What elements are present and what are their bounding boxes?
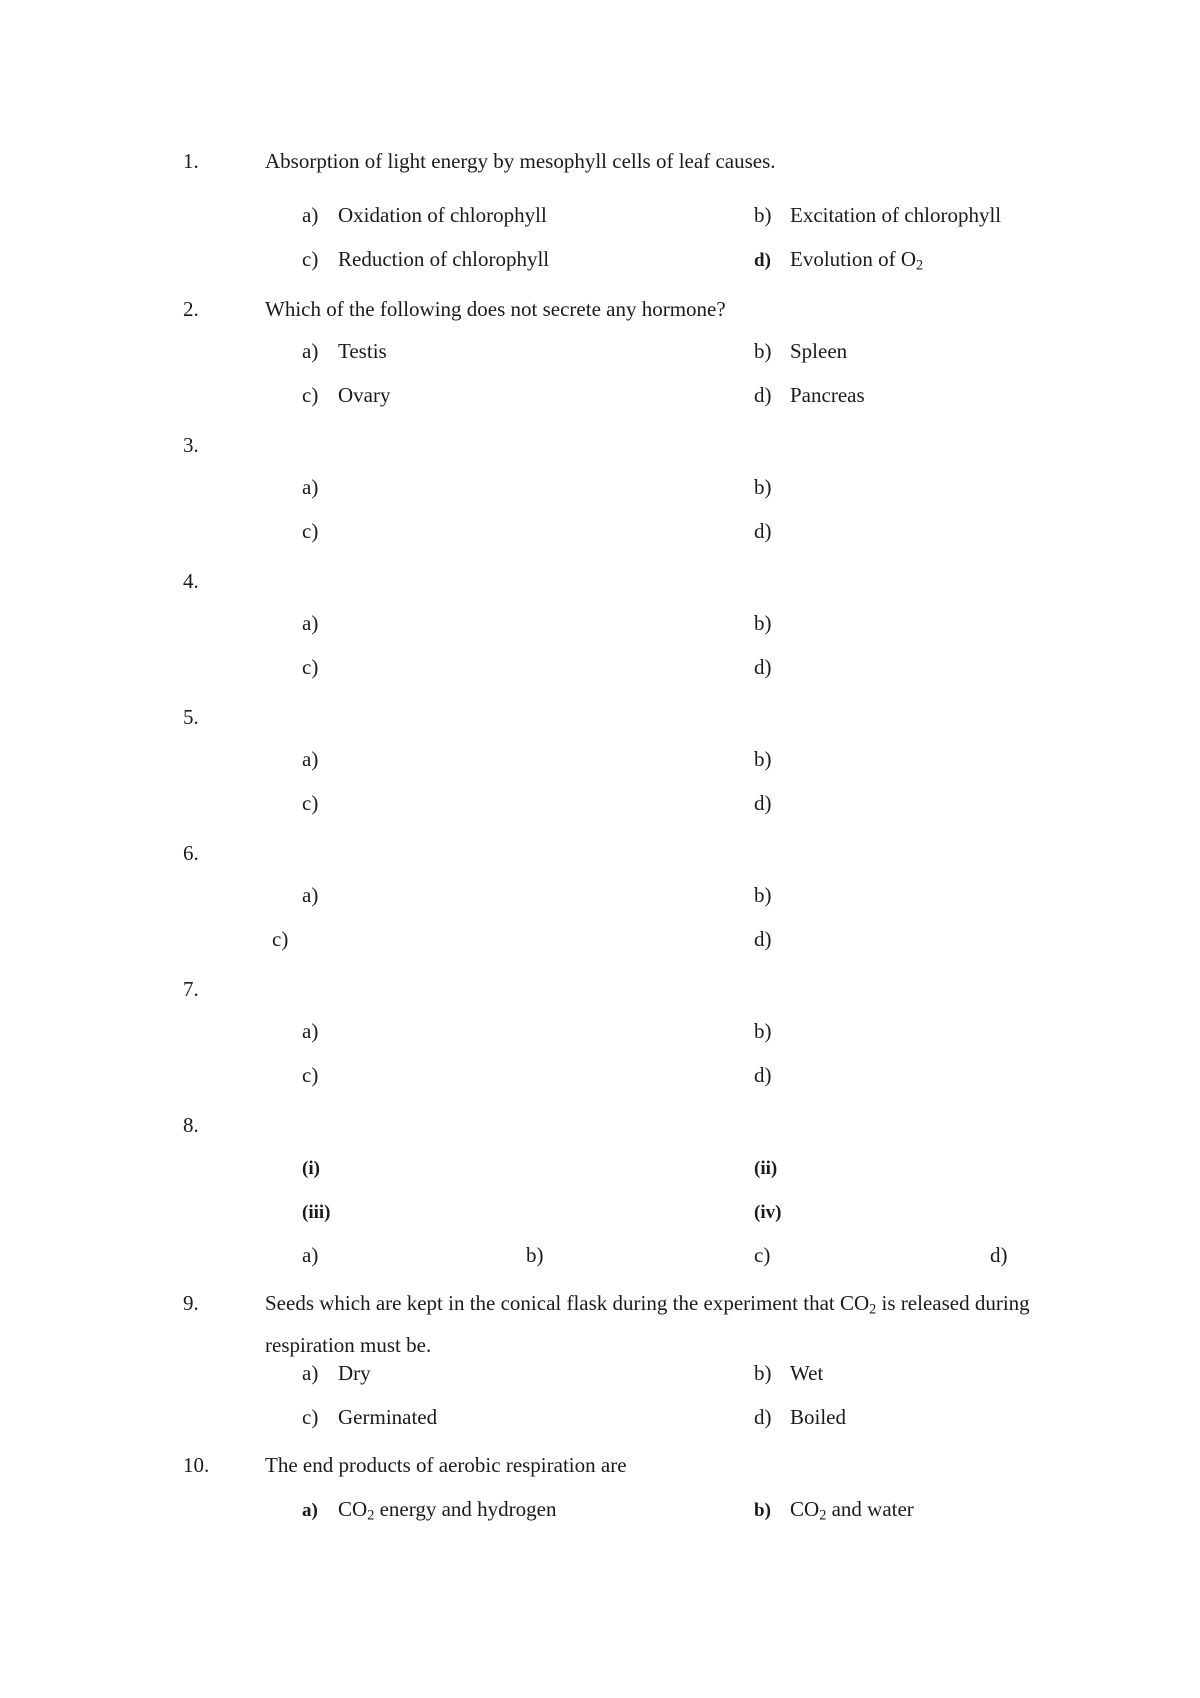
- q1-option-d-text: Evolution of $O_2$: [790, 247, 924, 274]
- question-10-stem: The end products of aerobic respiration are: [265, 1453, 627, 1477]
- q9-option-b-text: Wet: [790, 1361, 824, 1385]
- q4-option-c-label: c): [302, 655, 319, 679]
- q6-option-c-label: c): [272, 927, 289, 951]
- q3-option-b-label: b): [754, 475, 772, 499]
- question-9-number: 9.: [183, 1291, 199, 1315]
- q3-option-c-label: c): [302, 519, 319, 543]
- q8-item-iii: (iii): [302, 1202, 331, 1223]
- q6-option-a-label: a): [302, 883, 319, 907]
- q9-option-c-label: c): [302, 1405, 319, 1429]
- q1-option-b-text: Excitation of chlorophyll: [790, 203, 1002, 227]
- question-9-stem-line-1: Seeds which are kept in the conical flask during the experiment that $CO_2$ is released during: [265, 1291, 1030, 1318]
- q5-option-a-label: a): [302, 747, 319, 771]
- question-1-stem: Absorption of light energy by mesophyll cells of leaf causes.: [265, 149, 776, 173]
- question-1-number: 1.: [183, 149, 199, 173]
- q3-option-a-label: a): [302, 475, 319, 499]
- q2-option-b-label: b): [754, 339, 772, 363]
- q8-item-i: (i): [302, 1158, 320, 1179]
- question-2-stem: Which of the following does not secrete any hormone?: [265, 297, 726, 321]
- question-9-stem-line-2: respiration must be.: [265, 1333, 432, 1357]
- q9-option-c-text: Germinated: [338, 1405, 438, 1429]
- q2-option-d-text: Pancreas: [790, 383, 865, 407]
- q5-option-c-label: c): [302, 791, 319, 815]
- q1-option-a-label: a): [302, 203, 319, 227]
- q8-option-d-label: d): [990, 1243, 1008, 1267]
- q2-option-d-label: d): [754, 383, 772, 407]
- q10-option-b-text: $CO_2$ and water: [790, 1497, 914, 1524]
- q8-item-ii: (ii): [754, 1158, 778, 1179]
- question-3-number: 3.: [183, 433, 199, 457]
- q1-option-d-label: d): [754, 250, 771, 271]
- q7-option-a-label: a): [302, 1019, 319, 1043]
- q4-option-a-label: a): [302, 611, 319, 635]
- q9-option-d-label: d): [754, 1405, 772, 1429]
- q2-option-a-label: a): [302, 339, 319, 363]
- q5-option-d-label: d): [754, 791, 772, 815]
- question-2-number: 2.: [183, 297, 199, 321]
- q6-option-d-label: d): [754, 927, 772, 951]
- q1-option-b-label: b): [754, 203, 772, 227]
- question-4-number: 4.: [183, 569, 199, 593]
- question-7-number: 7.: [183, 977, 199, 1001]
- q9-option-a-label: a): [302, 1361, 319, 1385]
- q2-option-c-text: Ovary: [338, 383, 391, 407]
- q9-option-b-label: b): [754, 1361, 772, 1385]
- q2-option-c-label: c): [302, 383, 319, 407]
- q10-option-a-text: $CO_2$ energy and hydrogen: [338, 1497, 557, 1524]
- q7-option-c-label: c): [302, 1063, 319, 1087]
- q10-option-b-label: b): [754, 1500, 771, 1521]
- q8-option-c-label: c): [754, 1243, 771, 1267]
- q1-option-c-label: c): [302, 247, 319, 271]
- q4-option-d-label: d): [754, 655, 772, 679]
- question-10-number: 10.: [183, 1453, 210, 1477]
- q6-option-b-label: b): [754, 883, 772, 907]
- question-5-number: 5.: [183, 705, 199, 729]
- question-6-number: 6.: [183, 841, 199, 865]
- q2-option-b-text: Spleen: [790, 339, 848, 363]
- q10-option-a-label: a): [302, 1500, 318, 1521]
- q8-option-b-label: b): [526, 1243, 544, 1267]
- q1-option-c-text: Reduction of chlorophyll: [338, 247, 550, 271]
- q3-option-d-label: d): [754, 519, 772, 543]
- q5-option-b-label: b): [754, 747, 772, 771]
- q8-option-a-label: a): [302, 1243, 319, 1267]
- q1-option-a-text: Oxidation of chlorophyll: [338, 203, 547, 227]
- q7-option-b-label: b): [754, 1019, 772, 1043]
- q9-option-a-text: Dry: [338, 1361, 371, 1385]
- q4-option-b-label: b): [754, 611, 772, 635]
- q7-option-d-label: d): [754, 1063, 772, 1087]
- q9-option-d-text: Boiled: [790, 1405, 846, 1429]
- q2-option-a-text: Testis: [338, 339, 387, 363]
- question-8-number: 8.: [183, 1113, 199, 1137]
- q8-item-iv: (iv): [754, 1202, 782, 1223]
